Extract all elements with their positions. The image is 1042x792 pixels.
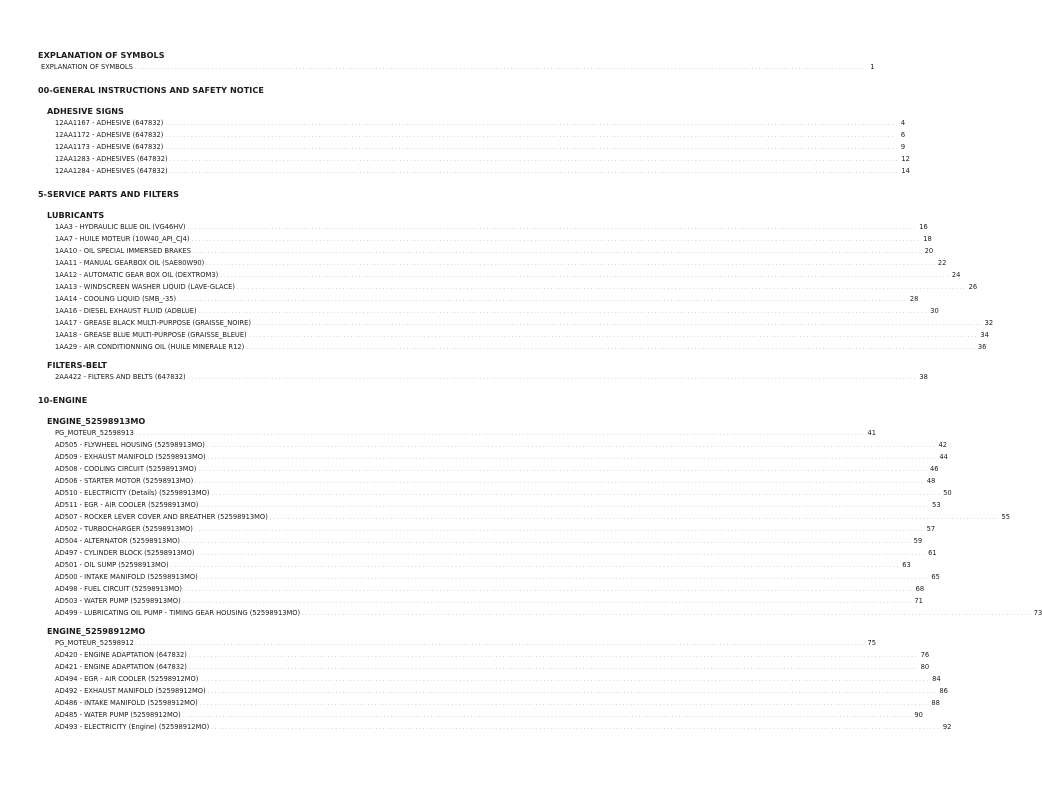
toc-entry[interactable]	[55, 153, 910, 165]
toc-entry[interactable]	[55, 317, 994, 329]
toc-entry[interactable]	[55, 439, 948, 451]
toc-entry-page-number: 65	[931, 573, 940, 581]
dot-leader: ........................................................................................................................................................................................................	[211, 725, 941, 731]
toc-entry[interactable]	[55, 233, 932, 245]
toc-entry-label: AD503 - WATER PUMP (52598913MO)	[55, 597, 181, 605]
toc-entry-page-number: 80	[920, 663, 930, 671]
toc-entry[interactable]	[55, 571, 940, 583]
toc-entry-label: AD502 - TURBOCHARGER (52598913MO)	[55, 525, 193, 533]
toc-entry-label: AD420 - ENGINE ADAPTATION (647832)	[55, 651, 187, 659]
toc-entry[interactable]	[55, 305, 939, 317]
toc-entry-page-number: 44	[939, 453, 948, 461]
toc-entry[interactable]	[55, 583, 925, 595]
toc-entry-page-number: 36	[977, 343, 987, 351]
toc-entry-label: AD500 - INTAKE MANIFOLD (52598913MO)	[55, 573, 198, 581]
toc-entry[interactable]	[55, 451, 948, 463]
toc-entry-label: PG_MOTEUR_52598913	[55, 429, 134, 437]
toc-entry[interactable]	[55, 595, 923, 607]
toc-entry-label: 1AA18 - GREASE BLUE MULTI-PURPOSE (GRAISSE_BLEUE)	[55, 331, 247, 339]
toc-entry[interactable]	[55, 487, 952, 499]
dot-leader: ........................................................................................................................................................................................................	[199, 575, 930, 581]
toc-entry-label: PG_MOTEUR_52598912	[55, 639, 134, 647]
toc-entry-page-number: 24	[951, 271, 961, 279]
dot-leader: ........................................................................................................................................................................................................	[253, 321, 983, 327]
toc-entry-page-number: 88	[931, 699, 940, 707]
toc-entry-page-number: 34	[980, 331, 989, 339]
toc-entry-page-number: 16	[919, 223, 928, 231]
toc-entry[interactable]	[55, 117, 906, 129]
toc-entry-label: AD486 - INTAKE MANIFOLD (52598912MO)	[55, 699, 198, 707]
dot-leader: ........................................................................................................................................................................................................	[187, 375, 918, 381]
dot-leader: ........................................................................................................................................................................................................	[169, 169, 900, 175]
toc-entry-page-number: 30	[930, 307, 939, 315]
toc-entry-page-number: 48	[926, 477, 936, 485]
section-heading[interactable]: 10-ENGINE	[38, 395, 88, 405]
toc-entry-label: 1AA10 - OIL SPECIAL IMMERSED BRAKES	[55, 247, 191, 255]
dot-leader: ........................................................................................................................................................................................................	[246, 345, 976, 351]
toc-entry-page-number: 76	[920, 651, 930, 659]
toc-entry[interactable]	[55, 269, 961, 281]
toc-entry-label: AD421 - ENGINE ADAPTATION (647832)	[55, 663, 187, 671]
toc-entry-page-number: 38	[919, 373, 928, 381]
toc-entry[interactable]	[55, 523, 936, 535]
toc-entry-page-number: 46	[930, 465, 939, 473]
toc-entry[interactable]	[55, 697, 940, 709]
dot-leader: ........................................................................................................................................................................................................	[206, 443, 937, 449]
dot-leader: ........................................................................................................................................................................................................	[165, 121, 896, 127]
dot-leader: ........................................................................................................................................................................................................	[236, 285, 967, 291]
toc-entry-page-number: 4	[900, 119, 906, 127]
toc-entry[interactable]	[55, 293, 919, 305]
dot-leader: ........................................................................................................................................................................................................	[207, 689, 938, 695]
toc-entry[interactable]	[55, 329, 989, 341]
toc-entry-label: 12AA1167 - ADHESIVE (647832)	[55, 119, 164, 127]
toc-entry-label: 1AA11 - MANUAL GEARBOX OIL (SAE80W90)	[55, 259, 205, 267]
toc-entry-page-number: 42	[938, 441, 948, 449]
toc-entry-page-number: 92	[942, 723, 952, 731]
toc-entry[interactable]	[55, 607, 1042, 619]
toc-entry-label: 1AA16 - DIESEL EXHAUST FLUID (ADBLUE)	[55, 307, 197, 315]
toc-entry[interactable]	[55, 475, 936, 487]
dot-leader: ........................................................................................................................................................................................................	[191, 237, 922, 243]
toc-entry-page-number: 71	[914, 597, 923, 605]
toc-entry-page-number: 1	[870, 63, 875, 71]
toc-entry-page-number: 86	[939, 687, 948, 695]
toc-entry[interactable]	[55, 281, 978, 293]
dot-leader: ........................................................................................................................................................................................................	[206, 261, 936, 267]
dot-leader: ........................................................................................................................................................................................................	[198, 467, 929, 473]
toc-entry-label: EXPLANATION OF SYMBOLS	[41, 63, 133, 71]
toc-entry[interactable]	[55, 257, 947, 269]
dot-leader: ........................................................................................................................................................................................................	[187, 225, 918, 231]
dot-leader: ........................................................................................................................................................................................................	[198, 309, 929, 315]
dot-leader: ........................................................................................................................................................................................................	[195, 479, 925, 485]
toc-entry-page-number: 75	[867, 639, 877, 647]
toc-entry-label: 1AA3 - HYDRAULIC BLUE OIL (VG46HV)	[55, 223, 186, 231]
toc-entry[interactable]	[55, 427, 877, 439]
toc-entry-page-number: 28	[909, 295, 919, 303]
toc-entry[interactable]	[55, 499, 941, 511]
toc-entry-label: AD501 - OIL SUMP (52598913MO)	[55, 561, 169, 569]
toc-entry-page-number: 55	[1001, 513, 1010, 521]
toc-entry-page-number: 18	[923, 235, 932, 243]
toc-entry-page-number: 32	[984, 319, 994, 327]
toc-entry-page-number: 12	[901, 155, 910, 163]
toc-entry[interactable]	[55, 245, 934, 257]
toc-entry-page-number: 9	[900, 143, 906, 151]
toc-entry-label: AD494 - EGR - AIR COOLER (52598912MO)	[55, 675, 199, 683]
dot-leader: ........................................................................................................................................................................................................	[196, 551, 927, 557]
subsection-heading[interactable]: FILTERS-BELT	[47, 360, 107, 370]
toc-entry-label: AD506 - STARTER MOTOR (52598913MO)	[55, 477, 194, 485]
toc-entry-label: 1AA12 - AUTOMATIC GEAR BOX OIL (DEXTROM3)	[55, 271, 219, 279]
toc-entry[interactable]	[55, 685, 948, 697]
toc-entry-page-number: 59	[913, 537, 923, 545]
toc-entry-page-number: 57	[926, 525, 936, 533]
section-heading[interactable]: 5-SERVICE PARTS AND FILTERS	[38, 189, 180, 199]
toc-entry[interactable]	[55, 511, 1010, 523]
dot-leader: ........................................................................................................................................................................................................	[170, 563, 901, 569]
toc-entry[interactable]	[55, 649, 930, 661]
dot-leader: ........................................................................................................................................................................................................	[169, 157, 900, 163]
dot-leader: ........................................................................................................................................................................................................	[211, 491, 942, 497]
toc-entry-page-number: 73	[1033, 609, 1042, 617]
toc-entry-label: 1AA29 - AIR CONDITIONNING OIL (HUILE MINERALE R12)	[55, 343, 245, 351]
dot-leader: ........................................................................................................................................................................................................	[182, 713, 913, 719]
toc-entry[interactable]	[55, 141, 906, 153]
dot-leader: ........................................................................................................................................................................................................	[207, 455, 938, 461]
dot-leader: ........................................................................................................................................................................................................	[188, 653, 919, 659]
dot-leader: ........................................................................................................................................................................................................	[269, 515, 1000, 521]
toc-entry-page-number: 20	[924, 247, 934, 255]
toc-entry[interactable]	[55, 637, 877, 649]
toc-entry-label: 1AA14 - COOLING LIQUID (SMB_-35)	[55, 295, 177, 303]
toc-entry-label: 1AA17 - GREASE BLACK MULTI-PURPOSE (GRAISSE_NOIRE)	[55, 319, 251, 327]
toc-entry[interactable]	[55, 129, 906, 141]
toc-entry-page-number: 14	[901, 167, 910, 175]
toc-entry-label: AD508 - COOLING CIRCUIT (52598913MO)	[55, 465, 197, 473]
toc-entry[interactable]	[55, 221, 928, 233]
toc-entry-label: 2AA422 - FILTERS AND BELTS (647832)	[55, 373, 186, 381]
toc-entry-label: AD507 - ROCKER LEVER COVER AND BREATHER (52598913MO)	[55, 513, 268, 521]
dot-leader: ........................................................................................................................................................................................................	[200, 503, 931, 509]
toc-entry-label: AD493 - ELECTRICITY (Engine) (52598912MO)	[55, 723, 210, 731]
toc-entry[interactable]	[55, 547, 937, 559]
toc-entry-page-number: 41	[867, 429, 877, 437]
toc-entry-page-number: 61	[928, 549, 937, 557]
toc-entry[interactable]	[55, 463, 939, 475]
toc-entry[interactable]	[41, 61, 875, 73]
toc-entry-page-number: 68	[915, 585, 925, 593]
toc-entry-label: AD510 - ELECTRICITY (Details) (52598913MO)	[55, 489, 210, 497]
dot-leader: ........................................................................................................................................................................................................	[192, 249, 923, 255]
toc-entry-page-number: 6	[900, 131, 906, 139]
toc-entry-label: 1AA13 - WINDSCREEN WASHER LIQUID (LAVE-GLACE)	[55, 283, 235, 291]
toc-entry-label: AD492 - EXHAUST MANIFOLD (52598912MO)	[55, 687, 206, 695]
toc-entry[interactable]	[55, 165, 910, 177]
dot-leader: ........................................................................................................................................................................................................	[188, 665, 919, 671]
dot-leader: ........................................................................................................................................................................................................	[165, 133, 896, 139]
toc-entry-label: 12AA1283 - ADHESIVES (647832)	[55, 155, 168, 163]
toc-entry[interactable]	[55, 371, 928, 383]
toc-entry-label: 1AA7 - HUILE MOTEUR (10W40_API_CJ4)	[55, 235, 190, 243]
subsection-heading[interactable]: ENGINE_52598912MO	[47, 626, 146, 636]
toc-entry-label: AD505 - FLYWHEEL HOUSING (52598913MO)	[55, 441, 205, 449]
toc-entry-page-number: 84	[932, 675, 941, 683]
toc-entry-label: AD485 - WATER PUMP (52598912MO)	[55, 711, 181, 719]
toc-entry-page-number: 90	[914, 711, 923, 719]
dot-leader: ........................................................................................................................................................................................................	[220, 273, 950, 279]
table-of-contents	[38, 50, 1042, 733]
toc-entry-label: 12AA1284 - ADHESIVES (647832)	[55, 167, 168, 175]
dot-leader: ........................................................................................................................................................................................................	[200, 677, 931, 683]
dot-leader: ........................................................................................................................................................................................................	[302, 611, 1032, 617]
toc-entry-page-number: 22	[937, 259, 947, 267]
toc-entry[interactable]	[55, 661, 930, 673]
toc-entry-page-number: 26	[968, 283, 978, 291]
dot-leader: ........................................................................................................................................................................................................	[134, 65, 865, 71]
dot-leader: ........................................................................................................................................................................................................	[183, 587, 914, 593]
section-heading[interactable]: 00-GENERAL INSTRUCTIONS AND SAFETY NOTICE	[38, 85, 264, 95]
dot-leader: ........................................................................................................................................................................................................	[165, 145, 896, 151]
toc-entry-label: AD497 - CYLINDER BLOCK (52598913MO)	[55, 549, 195, 557]
toc-entry[interactable]	[55, 559, 911, 571]
toc-entry-label: AD499 - LUBRICATING OIL PUMP - TIMING GEAR HOUSING (52598913MO)	[55, 609, 301, 617]
toc-entry[interactable]	[55, 673, 941, 685]
subsection-heading[interactable]: ENGINE_52598913MO	[47, 416, 146, 426]
toc-entry-label: AD509 - EXHAUST MANIFOLD (52598913MO)	[55, 453, 206, 461]
toc-entry-page-number: 53	[932, 501, 941, 509]
dot-leader: ........................................................................................................................................................................................................	[248, 333, 979, 339]
subsection-heading[interactable]: ADHESIVE SIGNS	[47, 106, 124, 116]
toc-entry-label: AD498 - FUEL CIRCUIT (52598913MO)	[55, 585, 182, 593]
subsection-heading[interactable]: LUBRICANTS	[47, 210, 105, 220]
toc-entry-page-number: 63	[902, 561, 911, 569]
toc-entry-label: 12AA1173 - ADHESIVE (647832)	[55, 143, 164, 151]
toc-entry-label: 12AA1172 - ADHESIVE (647832)	[55, 131, 164, 139]
dot-leader: ........................................................................................................................................................................................................	[135, 431, 866, 437]
toc-entry-page-number: 50	[943, 489, 952, 497]
dot-leader: ........................................................................................................................................................................................................	[182, 599, 913, 605]
toc-entry-label: AD504 - ALTERNATOR (52598913MO)	[55, 537, 180, 545]
dot-leader: ........................................................................................................................................................................................................	[194, 527, 925, 533]
dot-leader: ........................................................................................................................................................................................................	[199, 701, 930, 707]
toc-entry[interactable]	[55, 341, 987, 353]
toc-entry[interactable]	[55, 709, 923, 721]
dot-leader: ........................................................................................................................................................................................................	[178, 297, 908, 303]
toc-entry-label: AD511 - EGR - AIR COOLER (52598913MO)	[55, 501, 199, 509]
toc-entry[interactable]	[55, 721, 952, 733]
dot-leader: ........................................................................................................................................................................................................	[181, 539, 912, 545]
dot-leader: ........................................................................................................................................................................................................	[135, 641, 866, 647]
toc-entry[interactable]	[55, 535, 923, 547]
section-heading[interactable]: EXPLANATION OF SYMBOLS	[38, 50, 165, 60]
